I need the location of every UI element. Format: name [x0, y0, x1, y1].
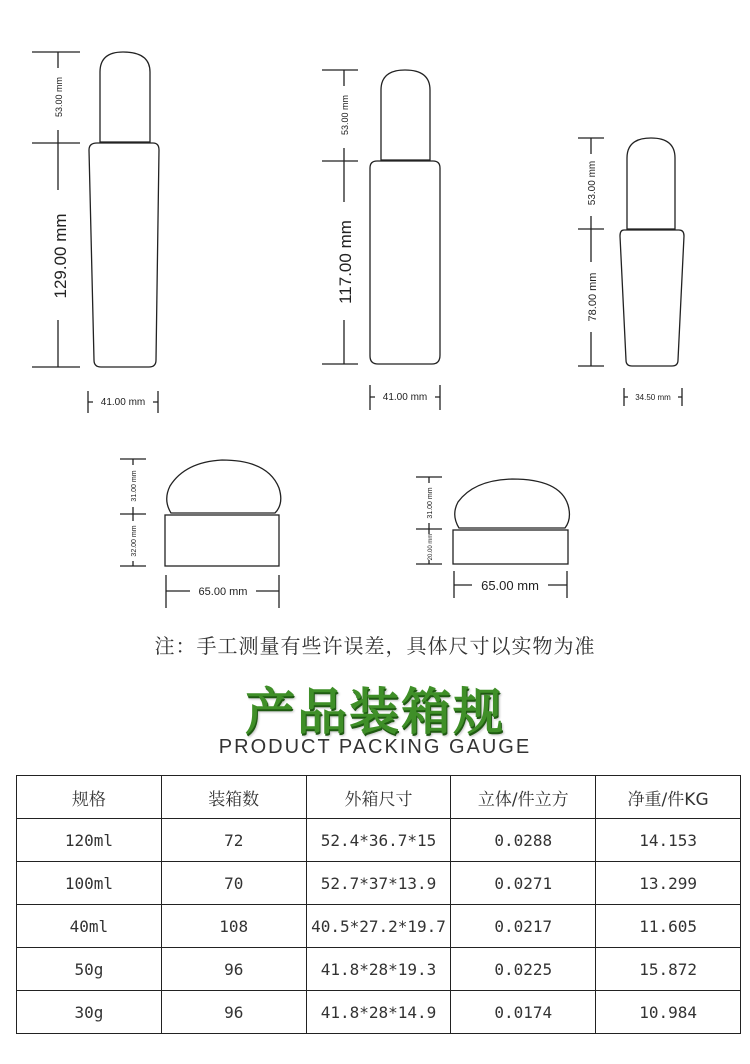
- packing-title-cn: 产品装箱规: [245, 683, 505, 741]
- bottle-120ml-body-height: 129.00 mm: [51, 213, 70, 299]
- cell-spec: 30g: [17, 991, 162, 1034]
- col-header-spec: 规格: [17, 776, 162, 819]
- jar-30g-cap-height: 31.00 mm: [427, 487, 434, 519]
- bottle-40ml-body: [620, 230, 684, 366]
- cell-carton-size: 41.8*28*14.9: [306, 991, 451, 1034]
- bottle-40ml-cap-height: 53.00 mm: [587, 160, 598, 206]
- cell-volume: 0.0217: [451, 905, 596, 948]
- bottle-40ml-cap: [627, 138, 675, 229]
- table-row: [17, 991, 741, 1034]
- cell-carton-size: 52.7*37*13.9: [306, 862, 451, 905]
- cell-quantity: 96: [161, 991, 306, 1034]
- bottle-120ml-drawing: [32, 52, 159, 413]
- table-header-row: [17, 776, 741, 819]
- jar-50g-lid: [167, 460, 281, 513]
- bottle-120ml-cap: [100, 52, 150, 142]
- cell-spec: 120ml: [17, 819, 162, 862]
- jar-30g-base: [453, 530, 568, 564]
- bottle-100ml-cap: [381, 70, 430, 160]
- table-row: [17, 905, 741, 948]
- cell-spec: 100ml: [17, 862, 162, 905]
- col-header-net-weight: 净重/件KG: [596, 776, 741, 819]
- cell-net-weight: 10.984: [596, 991, 741, 1034]
- bottle-120ml-cap-height: 53.00 mm: [54, 76, 64, 118]
- cell-volume: 0.0174: [451, 991, 596, 1034]
- cell-carton-size: 41.8*28*19.3: [306, 948, 451, 991]
- table-row: [17, 819, 741, 862]
- cell-carton-size: 40.5*27.2*19.7: [306, 905, 451, 948]
- jar-30g-body-height: 20.00 mm: [428, 533, 434, 561]
- cell-volume: 0.0288: [451, 819, 596, 862]
- cell-carton-size: 52.4*36.7*15: [306, 819, 451, 862]
- cell-spec: 40ml: [17, 905, 162, 948]
- jar-50g-drawing: [120, 459, 281, 608]
- bottle-100ml-width: 41.00 mm: [382, 392, 428, 403]
- col-header-volume: 立体/件立方: [451, 776, 596, 819]
- col-header-carton-size: 外箱尺寸: [306, 776, 451, 819]
- cell-quantity: 108: [161, 905, 306, 948]
- cell-quantity: 72: [161, 819, 306, 862]
- packing-title-en: PRODUCT PACKING GAUGE: [218, 736, 532, 758]
- table-row: [17, 862, 741, 905]
- cell-quantity: 70: [161, 862, 306, 905]
- jar-30g-drawing: [416, 477, 569, 598]
- table-row: [17, 948, 741, 991]
- bottle-100ml-cap-height: 53.00 mm: [340, 94, 350, 136]
- bottle-100ml-body-height: 117.00 mm: [336, 220, 355, 304]
- bottle-100ml-body: [370, 161, 440, 364]
- col-header-quantity: 装箱数: [161, 776, 306, 819]
- jar-50g-width: 65.00 mm: [198, 586, 248, 598]
- cell-net-weight: 11.605: [596, 905, 741, 948]
- jar-50g-body-height: 32.00 mm: [131, 525, 138, 557]
- bottle-100ml-drawing: [322, 70, 440, 410]
- cell-volume: 0.0271: [451, 862, 596, 905]
- cell-quantity: 96: [161, 948, 306, 991]
- jar-50g-cap-height: 31.00 mm: [131, 470, 138, 502]
- bottle-40ml-width: 34.50 mm: [635, 393, 671, 402]
- jar-30g-width: 65.00 mm: [481, 578, 539, 593]
- cell-net-weight: 15.872: [596, 948, 741, 991]
- cell-net-weight: 14.153: [596, 819, 741, 862]
- bottle-120ml-body: [89, 143, 159, 367]
- jar-50g-base: [165, 515, 279, 566]
- bottle-40ml-drawing: [578, 138, 684, 406]
- bottle-120ml-width: 41.00 mm: [100, 397, 146, 408]
- bottle-40ml-body-height: 78.00 mm: [587, 272, 599, 322]
- jar-30g-lid: [455, 479, 570, 528]
- measurement-note: 注：手工测量有些许误差，具体尺寸以实物为准: [154, 634, 596, 658]
- packing-table: [16, 775, 741, 1034]
- cell-spec: 50g: [17, 948, 162, 991]
- cell-volume: 0.0225: [451, 948, 596, 991]
- cell-net-weight: 13.299: [596, 862, 741, 905]
